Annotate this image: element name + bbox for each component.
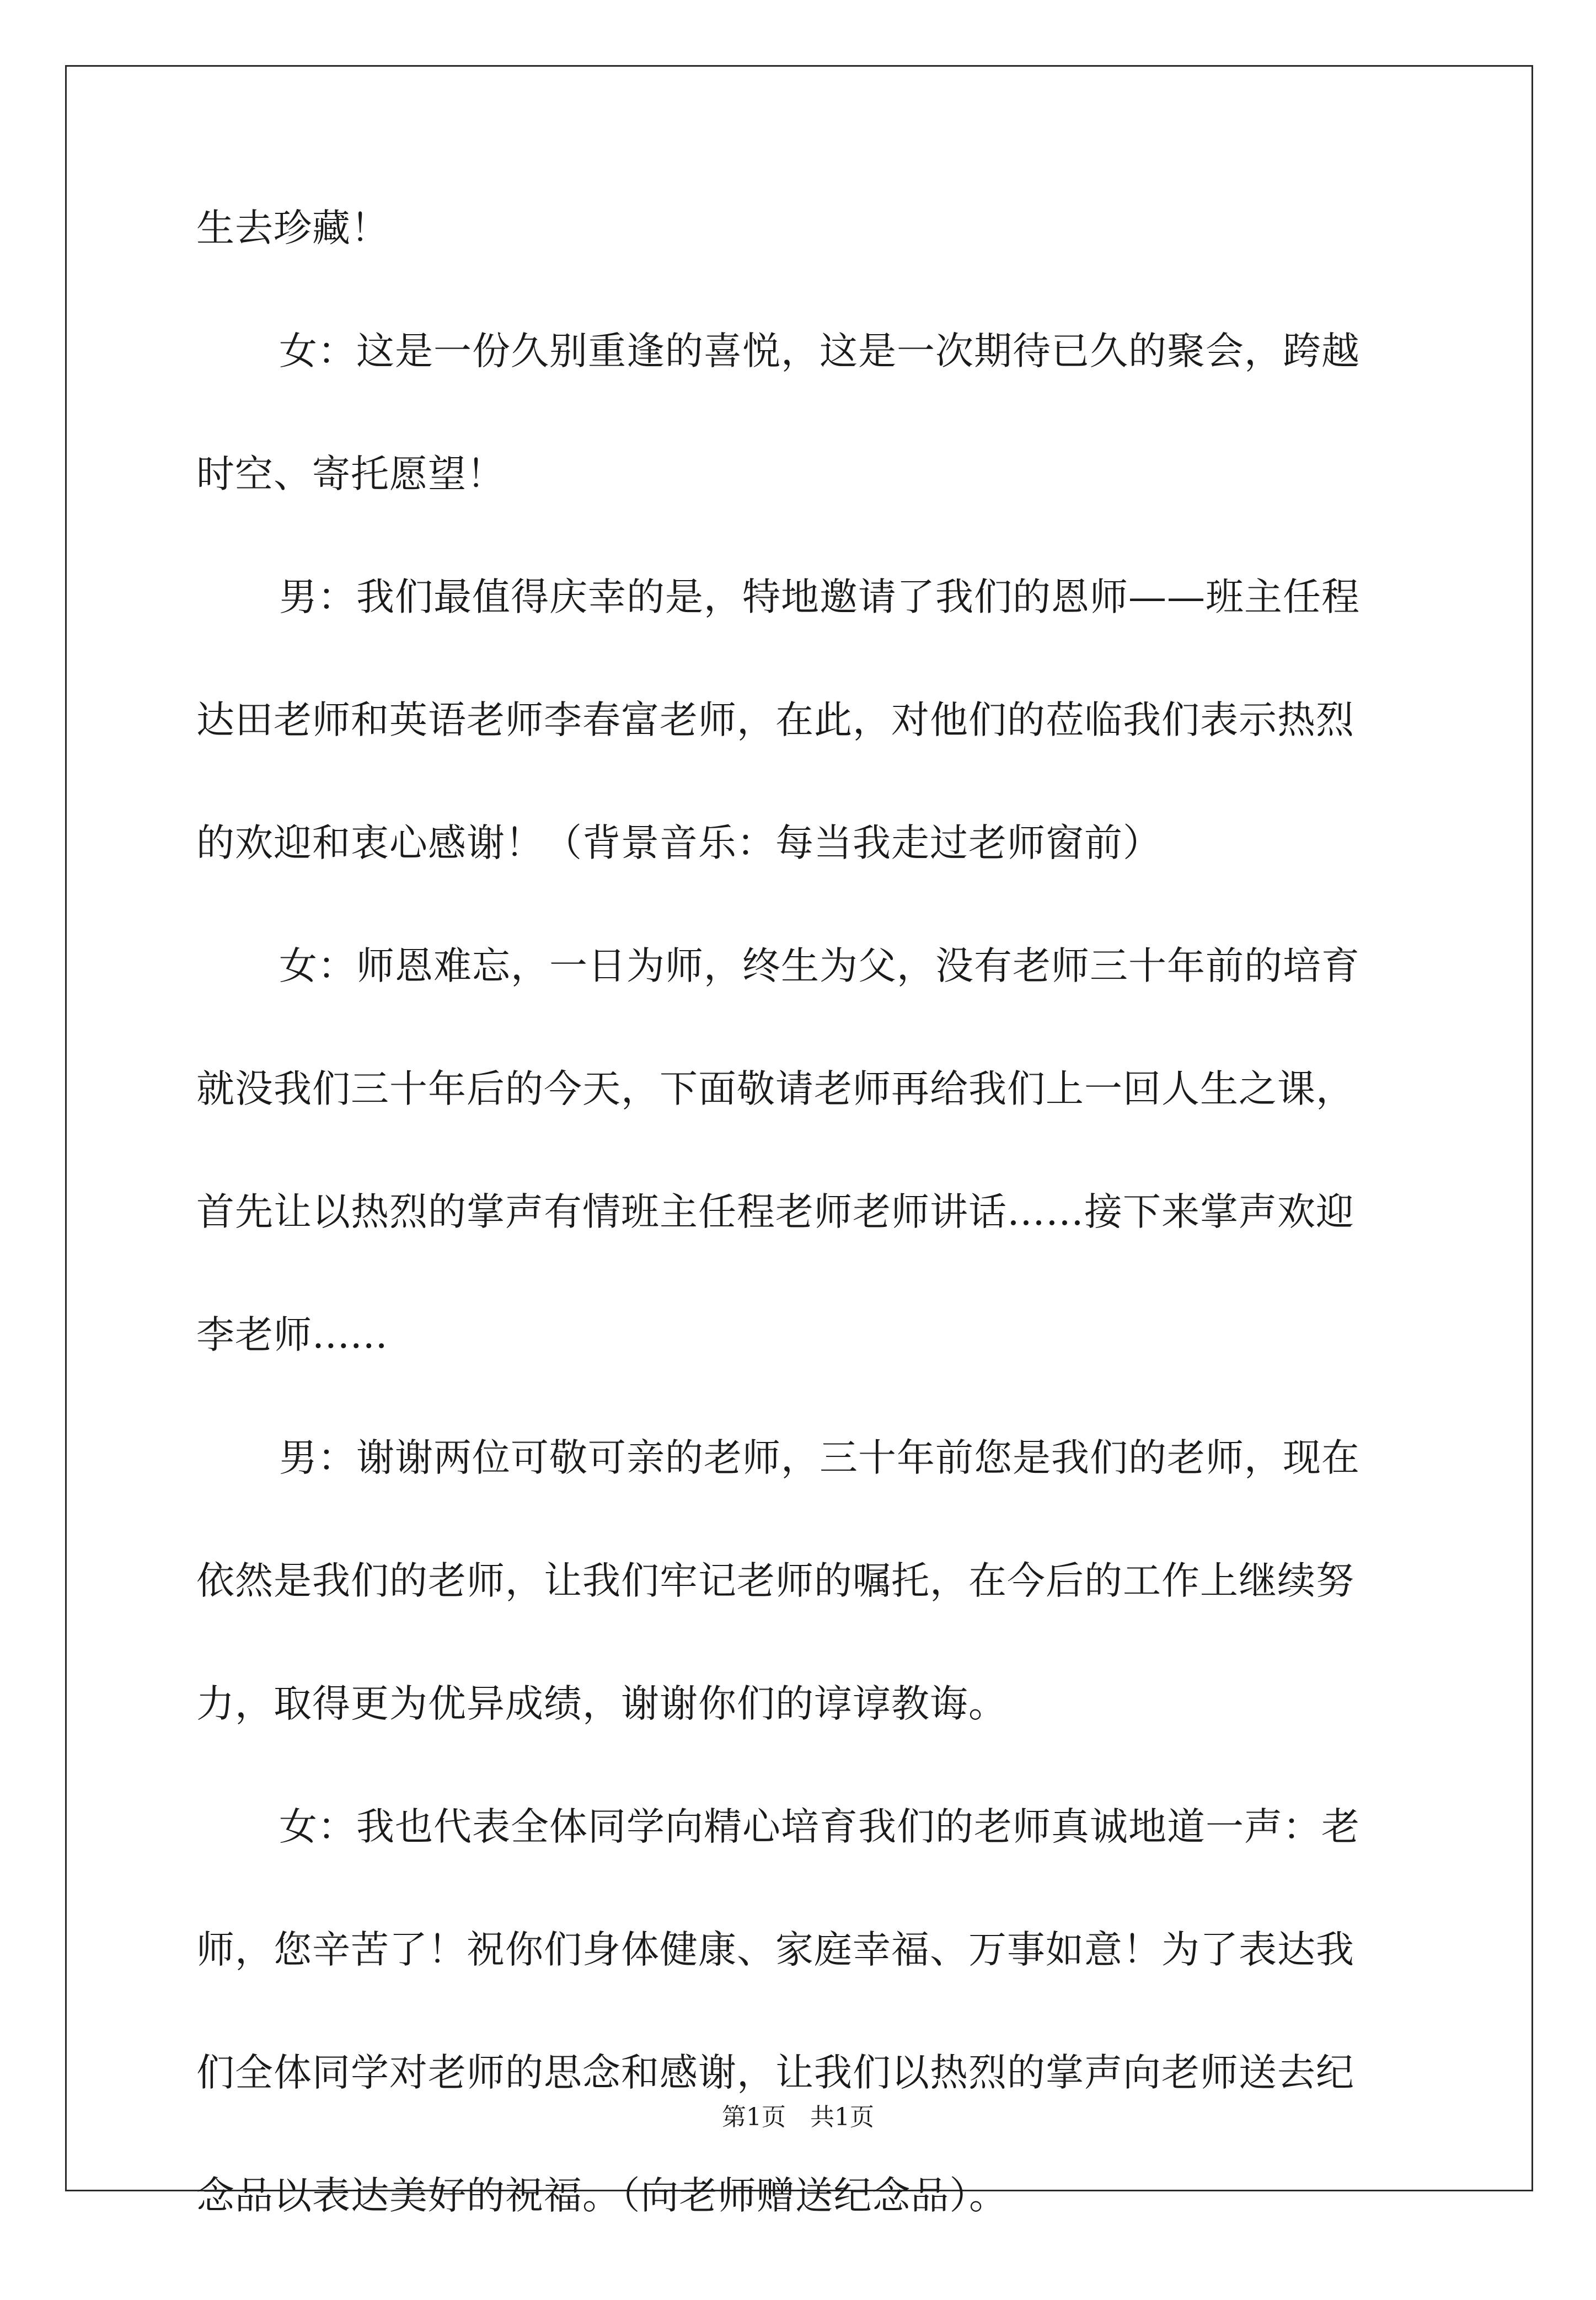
- text-line: 们全体同学对老师的思念和感谢，让我们以热烈的掌声向老师送去纪: [196, 2051, 1354, 2095]
- text-line: 力，取得更为优异成绩，谢谢你们的谆谆教诲。: [196, 1682, 1007, 1726]
- text-line: 念品以表达美好的祝福。（向老师赠送纪念品）。: [196, 2174, 1008, 2218]
- text-line: 依然是我们的老师，让我们牢记老师的嘱托，在今后的工作上继续努: [196, 1559, 1354, 1603]
- text-line: 师，您辛苦了！祝你们身体健康、家庭幸福、万事如意！为了表达我: [196, 1928, 1354, 1972]
- text-line: 时空、寄托愿望！: [196, 452, 505, 496]
- text-line: 女：这是一份久别重逢的喜悦，这是一次期待已久的聚会，跨越: [279, 329, 1360, 373]
- text-line: 男：我们最值得庆幸的是，特地邀请了我们的恩师——班主任程: [279, 575, 1360, 619]
- text-line: 女：我也代表全体同学向精心培育我们的老师真诚地道一声：老: [279, 1805, 1360, 1849]
- document-body: [196, 206, 1410, 2300]
- text-line: 李老师......: [196, 1313, 388, 1357]
- text-line: 首先让以热烈的掌声有情班主任程老师老师讲话……接下来掌声欢迎: [196, 1190, 1354, 1234]
- text-line: 男：谢谢两位可敬可亲的老师，三十年前您是我们的老师，现在: [279, 1436, 1360, 1480]
- text-line: 达田老师和英语老师李春富老师，在此，对他们的莅临我们表示热烈: [196, 698, 1354, 742]
- text-line: 女：师恩难忘，一日为师，终生为父，没有老师三十年前的培育: [279, 944, 1360, 988]
- page-number-footer: 第1页 共1页: [722, 2103, 874, 2131]
- text-line: 就没我们三十年后的今天，下面敬请老师再给我们上一回人生之课，: [196, 1067, 1354, 1111]
- text-line: 生去珍藏！: [196, 206, 389, 250]
- text-line: 的欢迎和衷心感谢！（背景音乐：每当我走过老师窗前）: [196, 821, 1161, 865]
